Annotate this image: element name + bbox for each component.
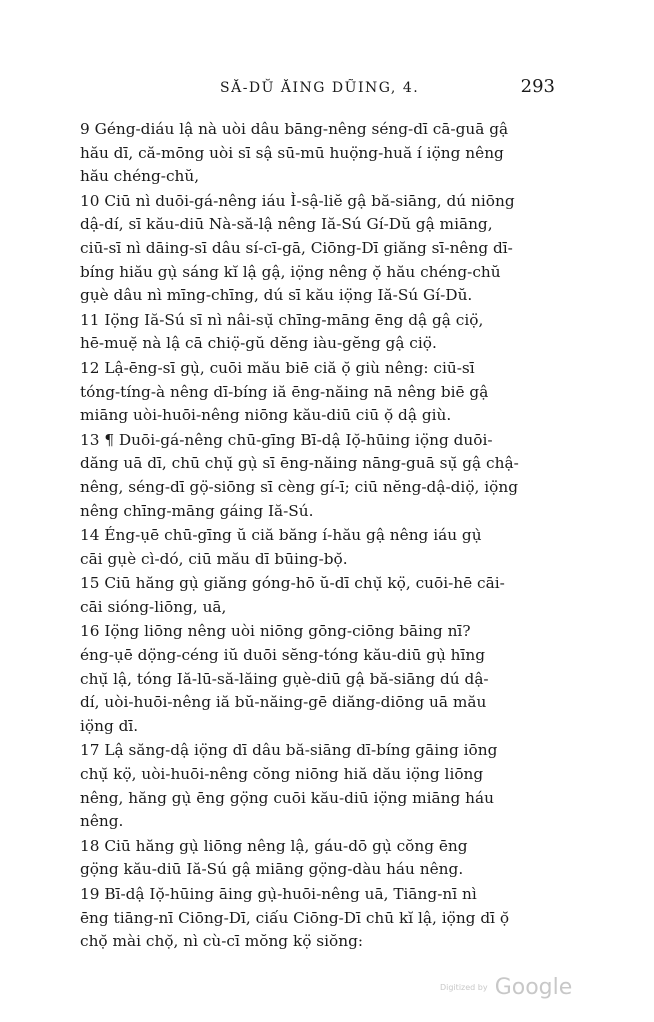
verse-line: cāi gụè cì-dó, ciū mău dī būing-bọ̆. [80,549,348,568]
watermark-prefix: Digitized by [440,983,488,992]
verse-line: 19 Bī-dậ Iọ̆-hūing āing gụ̀-huōi-nêng uā, Tiāng-nī nì [80,885,477,903]
verse-line: nêng, séng-dī gọ̈-siōng sī cèng gí-ī; ciū nĕng-dậ-diọ̈, iọ̈ng [80,477,518,496]
verse-line: 11 Iọ̈ng Iă-Sú sī nì nâi-sụ̆ chīng-māng ēng dậ gậ ciọ̈, [80,310,484,329]
verse-line: 9 Géng-diáu lậ nà uòi dâu bāng-nêng séng-dī cā-guā gậ [80,120,509,138]
verse-line: ēng tiāng-nī Ciōng-Dī, ciấu Ciōng-Dī chū kĭ lậ, iọ̈ng dī ọ̆ [80,908,510,927]
verse-line: 13 ¶ Duōi-gá-nêng chū-gīng Bī-dậ Iọ̆-hūing iọ̈ng duōi- [80,430,493,449]
verse-line: 12 Lậ-ēng-sī gụ̀, cuōi mău biē ciă ọ̆ giù nêng: ciū-sī [80,358,475,377]
verse-paragraph [80,357,555,428]
verse-paragraph [80,739,555,833]
verse-paragraph [80,190,555,308]
verse-line: ciū-sī nì dāing-sī dâu sí-cī-gā, Ciōng-Dī giăng sī-nêng dī- [80,238,513,257]
page-number: 293 [520,76,555,97]
verse-line: hău dī, că-mōng uòi sī sậ sū-mū huọ̈ng-huă í iọ̈ng nêng [80,143,504,162]
page-header [80,76,555,104]
verse-line: nêng. [80,812,124,831]
verse-line: 17 Lậ săng-dậ iọ̈ng dī dâu bă-siāng dī-bíng gāing iōng [80,741,498,760]
verse-line: hău chéng-chŭ, [80,167,200,186]
running-head: SĂ-DŬ ĂING DŨING, 4. [220,80,420,96]
verse-line: cāi sióng-liōng, uā, [80,597,227,616]
verse-line: 14 Éng-ụē chū-gīng ŭ ciă băng í-hău gậ nêng iáu gụ̀ [80,526,482,545]
verse-line: gụè dâu nì mīng-chīng, dú sī kău iọ̈ng Iă-Sú Gí-Dŭ. [80,286,473,305]
verse-line: chụ̆ kọ̈, uòi-huōi-nêng cŏng niōng hiă dău iọ̈ng liōng [80,765,484,784]
verse-line: miāng uòi-huōi-nêng niōng kău-diū ciū ọ̆ dậ giù. [80,406,452,425]
verse-line: iọ̈ng dī. [80,716,139,735]
verse-line: chọ̆ mài chọ̆, nì cù-cī mŏng kọ̈ siŏng: [80,932,364,951]
verse-line: dậ-dí, sī kău-diū Nà-să-lậ nêng Iă-Sú Gí-Dŭ gậ miāng, [80,215,493,234]
verse-line: bíng hiău gụ̀ sáng kĭ lậ gậ, iọ̈ng nêng ọ̆ hău chéng-chŭ [80,262,501,281]
verse-paragraph [80,118,555,189]
verse-line: nêng, hăng gụ̀ ēng gọ̈ng cuōi kău-diū iọ̈ng miāng háu [80,788,494,807]
verse-line: gọ̈ng kău-diū Iă-Sú gậ miāng gọ̈ng-dàu háu nêng. [80,860,464,879]
verse-line: nêng chīng-māng gáing Iă-Sú. [80,501,314,520]
verse-paragraph [80,309,555,356]
verse-paragraph [80,572,555,619]
verse-line: 15 Ciū hăng gụ̀ giăng góng-hō ŭ-dī chụ̆ kọ̈, cuōi-hē cāi- [80,574,505,593]
google-logo: Google [494,975,573,1000]
verse-line: 16 Iọ̈ng liōng nêng uòi niōng gōng-ciōng bāing nī? [80,622,471,641]
verse-paragraph [80,620,555,738]
verse-paragraph [80,835,555,882]
verse-line: 18 Ciū hăng gụ̀ liōng nêng lậ, gáu-dō gụ̀ cŏng ēng [80,836,468,855]
page-body [80,118,555,955]
verse-line: 10 Ciū nì duōi-gá-nêng iáu Ì-sậ-liĕ gậ bă-siāng, dú niōng [80,191,515,210]
verse-line: hē-muẹ̆ nà lậ cā chiọ̈-gŭ dĕng iàu-gĕng gậ ciọ̈. [80,334,437,353]
verse-line: dí, uòi-huōi-nêng iă bŭ-năing-gē diăng-diōng uā mău [80,693,487,712]
verse-line: éng-ụē dọ̈ng-céng iŭ duōi sĕng-tóng kău-diū gụ̀ hīng [80,646,486,665]
verse-line: dăng uā dī, chū chụ̆ gụ̀ sī ēng-năing nāng-guā sụ̆ gậ chậ- [80,454,519,473]
verse-paragraph [80,524,555,571]
verse-line: chụ̆ lậ, tóng Iă-lū-să-lăing gụè-diū gậ bă-siāng dú dậ- [80,669,489,688]
verse-line: tóng-tíng-à nêng dī-bíng iă ēng-năing nā nêng biē gậ [80,382,489,401]
google-watermark [440,975,572,1005]
verse-paragraph [80,429,555,523]
verse-paragraph [80,883,555,954]
